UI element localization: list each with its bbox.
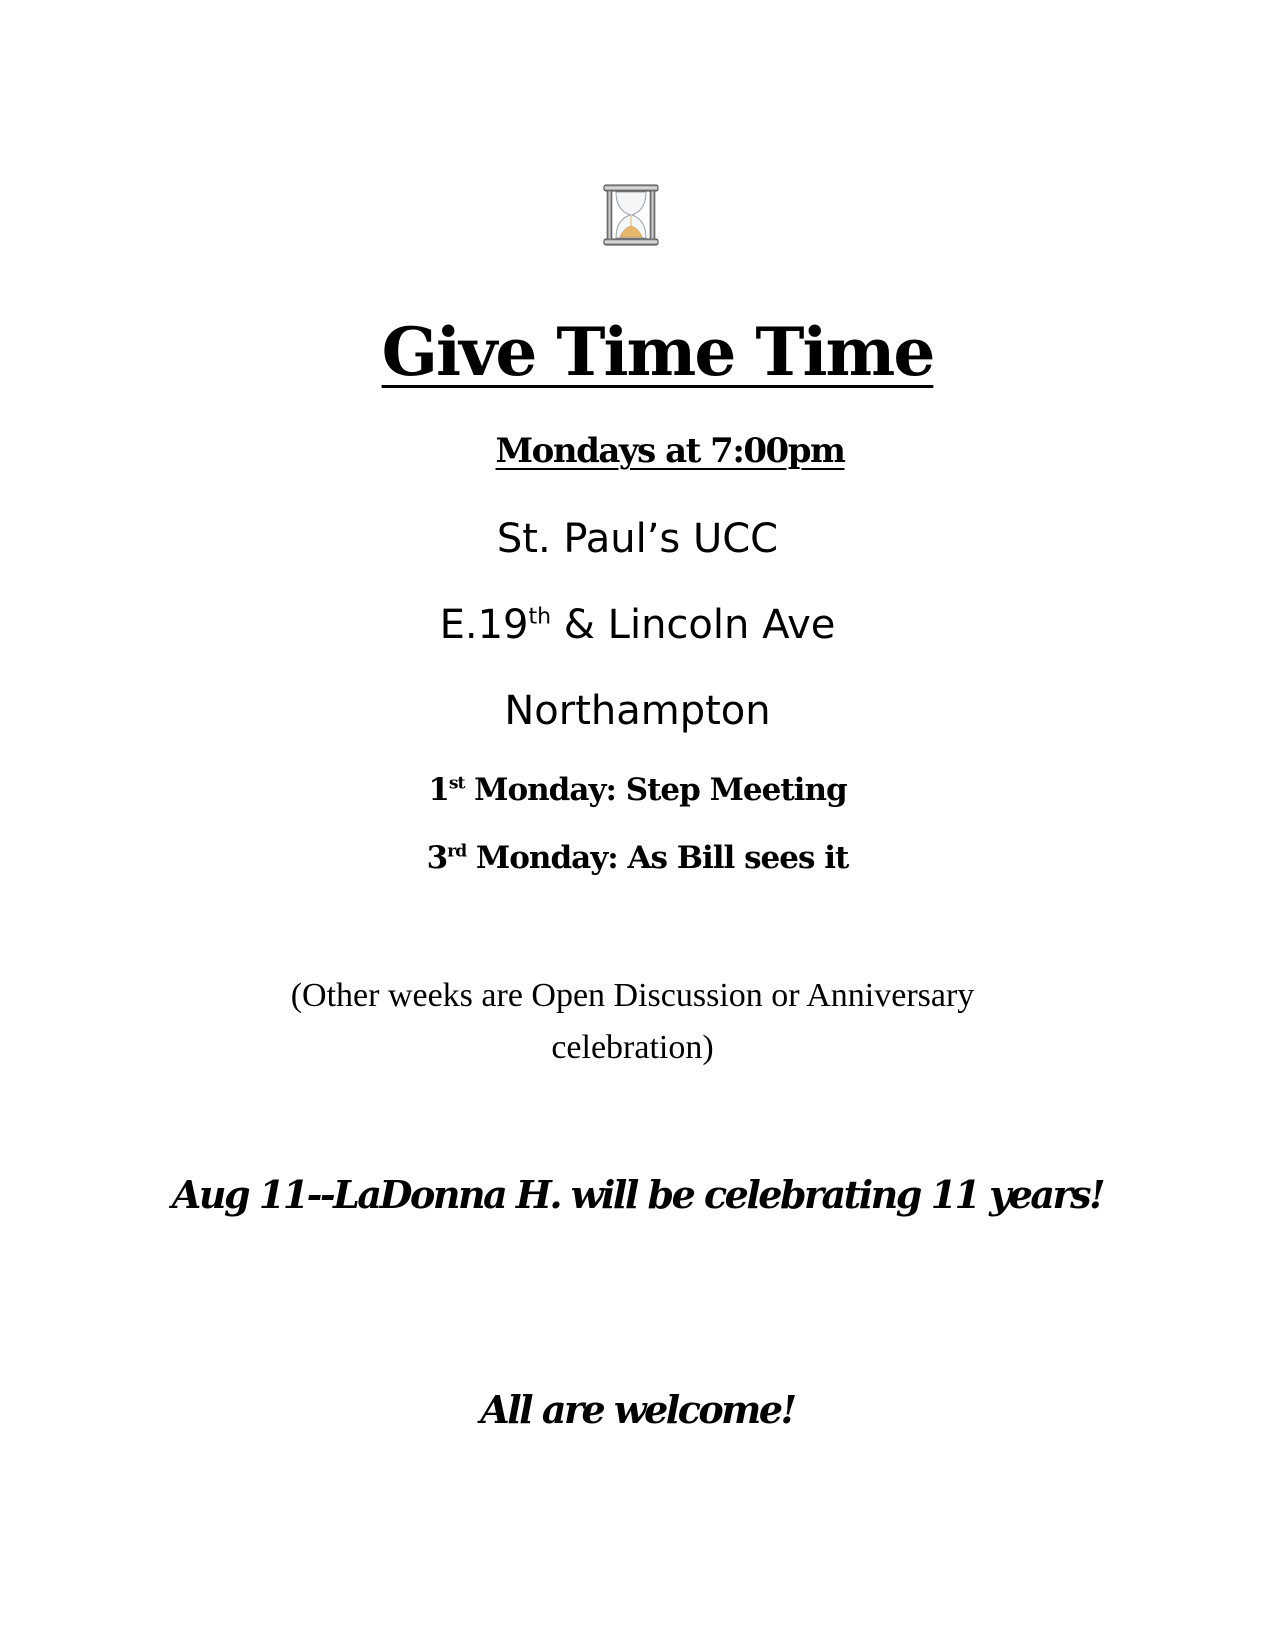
welcome-message: All are welcome! xyxy=(480,1387,795,1432)
anniversary-announcement: Aug 11--LaDonna H. will be celebrating 11 years! xyxy=(171,1172,1104,1217)
flyer-title xyxy=(0,312,1275,392)
meeting-number: 1 xyxy=(428,772,449,808)
schedule-heading xyxy=(0,428,1275,474)
other-weeks-note: (Other weeks are Open Discussion or Anniversary celebration) xyxy=(290,977,975,1066)
meeting-ordinal: st xyxy=(448,773,465,794)
title-text: Give Time Time xyxy=(381,313,934,391)
schedule-text: Mondays at 7:00pm xyxy=(495,431,845,471)
location-name: St. Paul’s UCC xyxy=(496,516,779,562)
location-town: Northampton xyxy=(504,688,771,734)
meeting-text: Monday: As Bill sees it xyxy=(466,840,849,876)
meeting-number: 3 xyxy=(426,840,448,876)
meeting-third-monday xyxy=(0,838,1275,878)
hourglass-icon xyxy=(602,184,660,246)
street-prefix: E.19 xyxy=(439,602,529,648)
street-ordinal: th xyxy=(528,604,552,630)
location-street xyxy=(0,600,1275,650)
meeting-first-monday xyxy=(0,770,1275,810)
street-suffix: & Lincoln Ave xyxy=(551,602,836,648)
meeting-text: Monday: Step Meeting xyxy=(464,772,847,808)
meeting-ordinal: rd xyxy=(447,841,467,862)
